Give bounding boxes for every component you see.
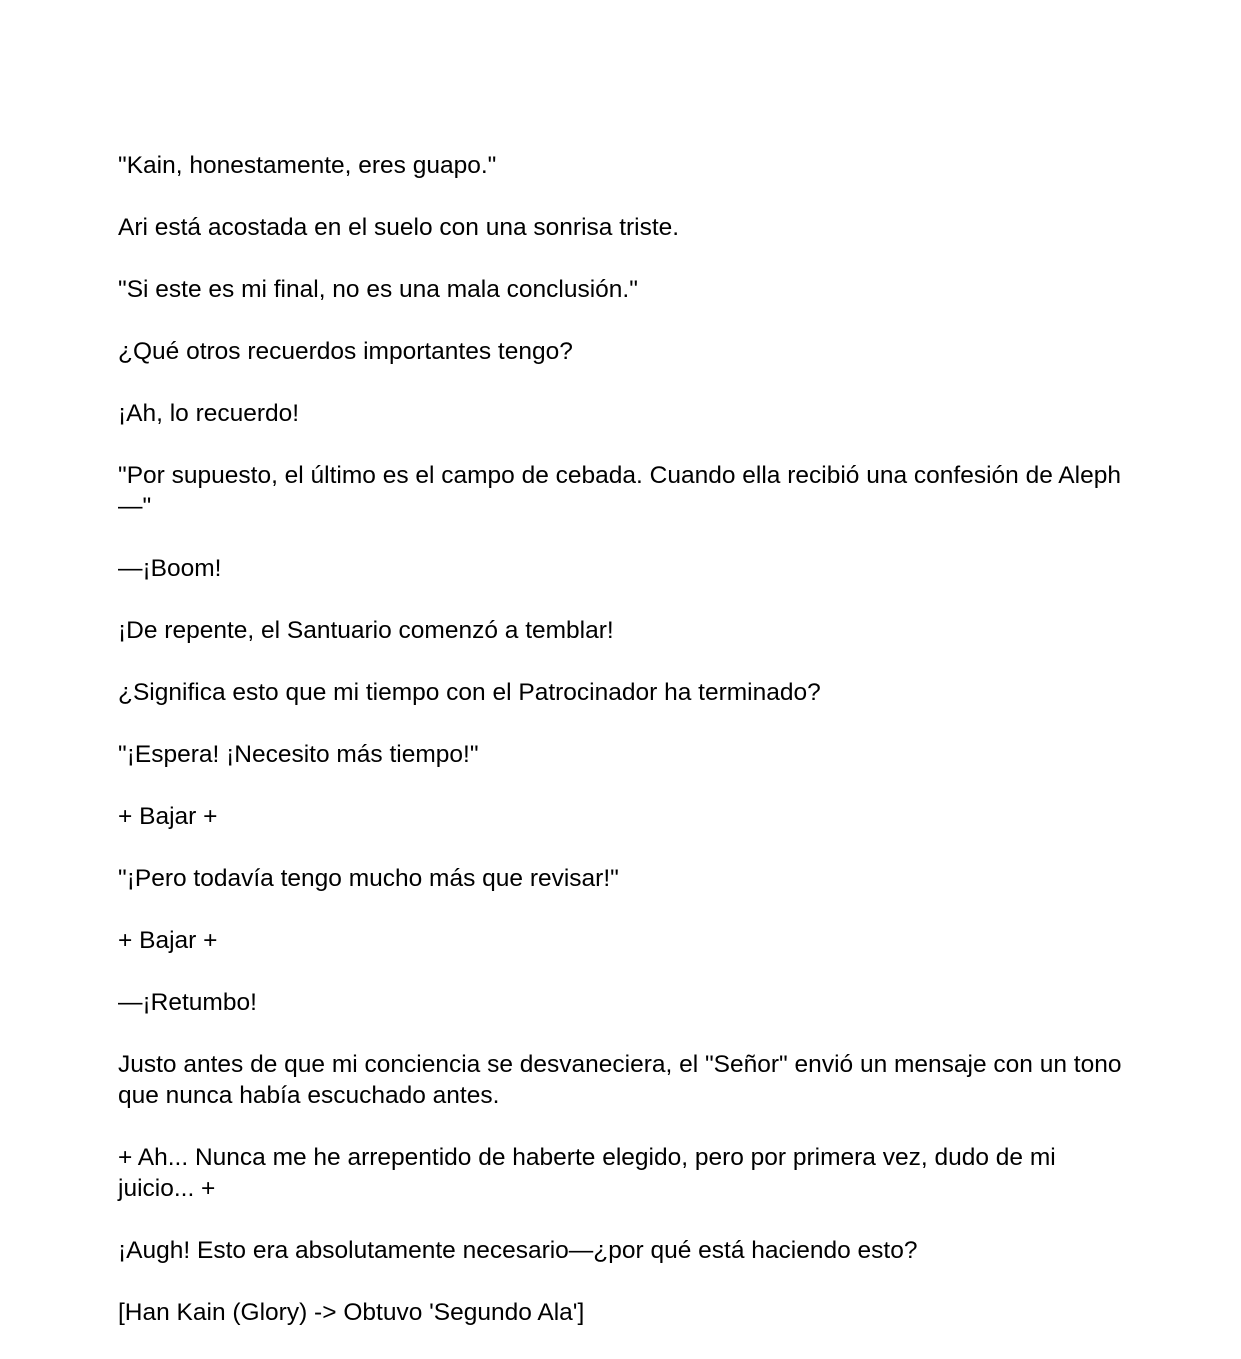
paragraph-15: Justo antes de que mi conciencia se desvaneciera, el "Señor" envió un mensaje con un tono que nunca había escuchado antes. <box>118 1051 1122 1109</box>
paragraph-14: —¡Retumbo! <box>118 989 257 1016</box>
paragraph-13: + Bajar + <box>118 927 218 954</box>
paragraph-7: —¡Boom! <box>118 555 222 582</box>
paragraph-11: + Bajar + <box>118 803 218 830</box>
paragraph-8: ¡De repente, el Santuario comenzó a temblar! <box>118 617 614 644</box>
paragraph-10: "¡Espera! ¡Necesito más tiempo!" <box>118 741 479 768</box>
paragraph-9: ¿Significa esto que mi tiempo con el Patrocinador ha terminado? <box>118 679 821 706</box>
paragraph-5: ¡Ah, lo recuerdo! <box>118 400 300 427</box>
paragraph-16: + Ah... Nunca me he arrepentido de haberte elegido, pero por primera vez, dudo de mi juicio... + <box>118 1144 1056 1202</box>
paragraph-4: ¿Qué otros recuerdos importantes tengo? <box>118 338 573 365</box>
paragraph-6: "Por supuesto, el último es el campo de cebada. Cuando ella recibió una confesión de Aleph—" <box>118 462 1121 520</box>
paragraph-18: [Han Kain (Glory) -> Obtuvo 'Segundo Ala'] <box>118 1299 585 1326</box>
paragraph-1: "Kain, honestamente, eres guapo." <box>118 152 497 179</box>
paragraph-3: "Si este es mi final, no es una mala conclusión." <box>118 276 638 303</box>
paragraph-12: "¡Pero todavía tengo mucho más que revisar!" <box>118 865 619 892</box>
document-page <box>118 150 1123 1359</box>
paragraph-17: ¡Augh! Esto era absolutamente necesario—¿por qué está haciendo esto? <box>118 1237 918 1264</box>
paragraph-2: Ari está acostada en el suelo con una sonrisa triste. <box>118 214 680 241</box>
